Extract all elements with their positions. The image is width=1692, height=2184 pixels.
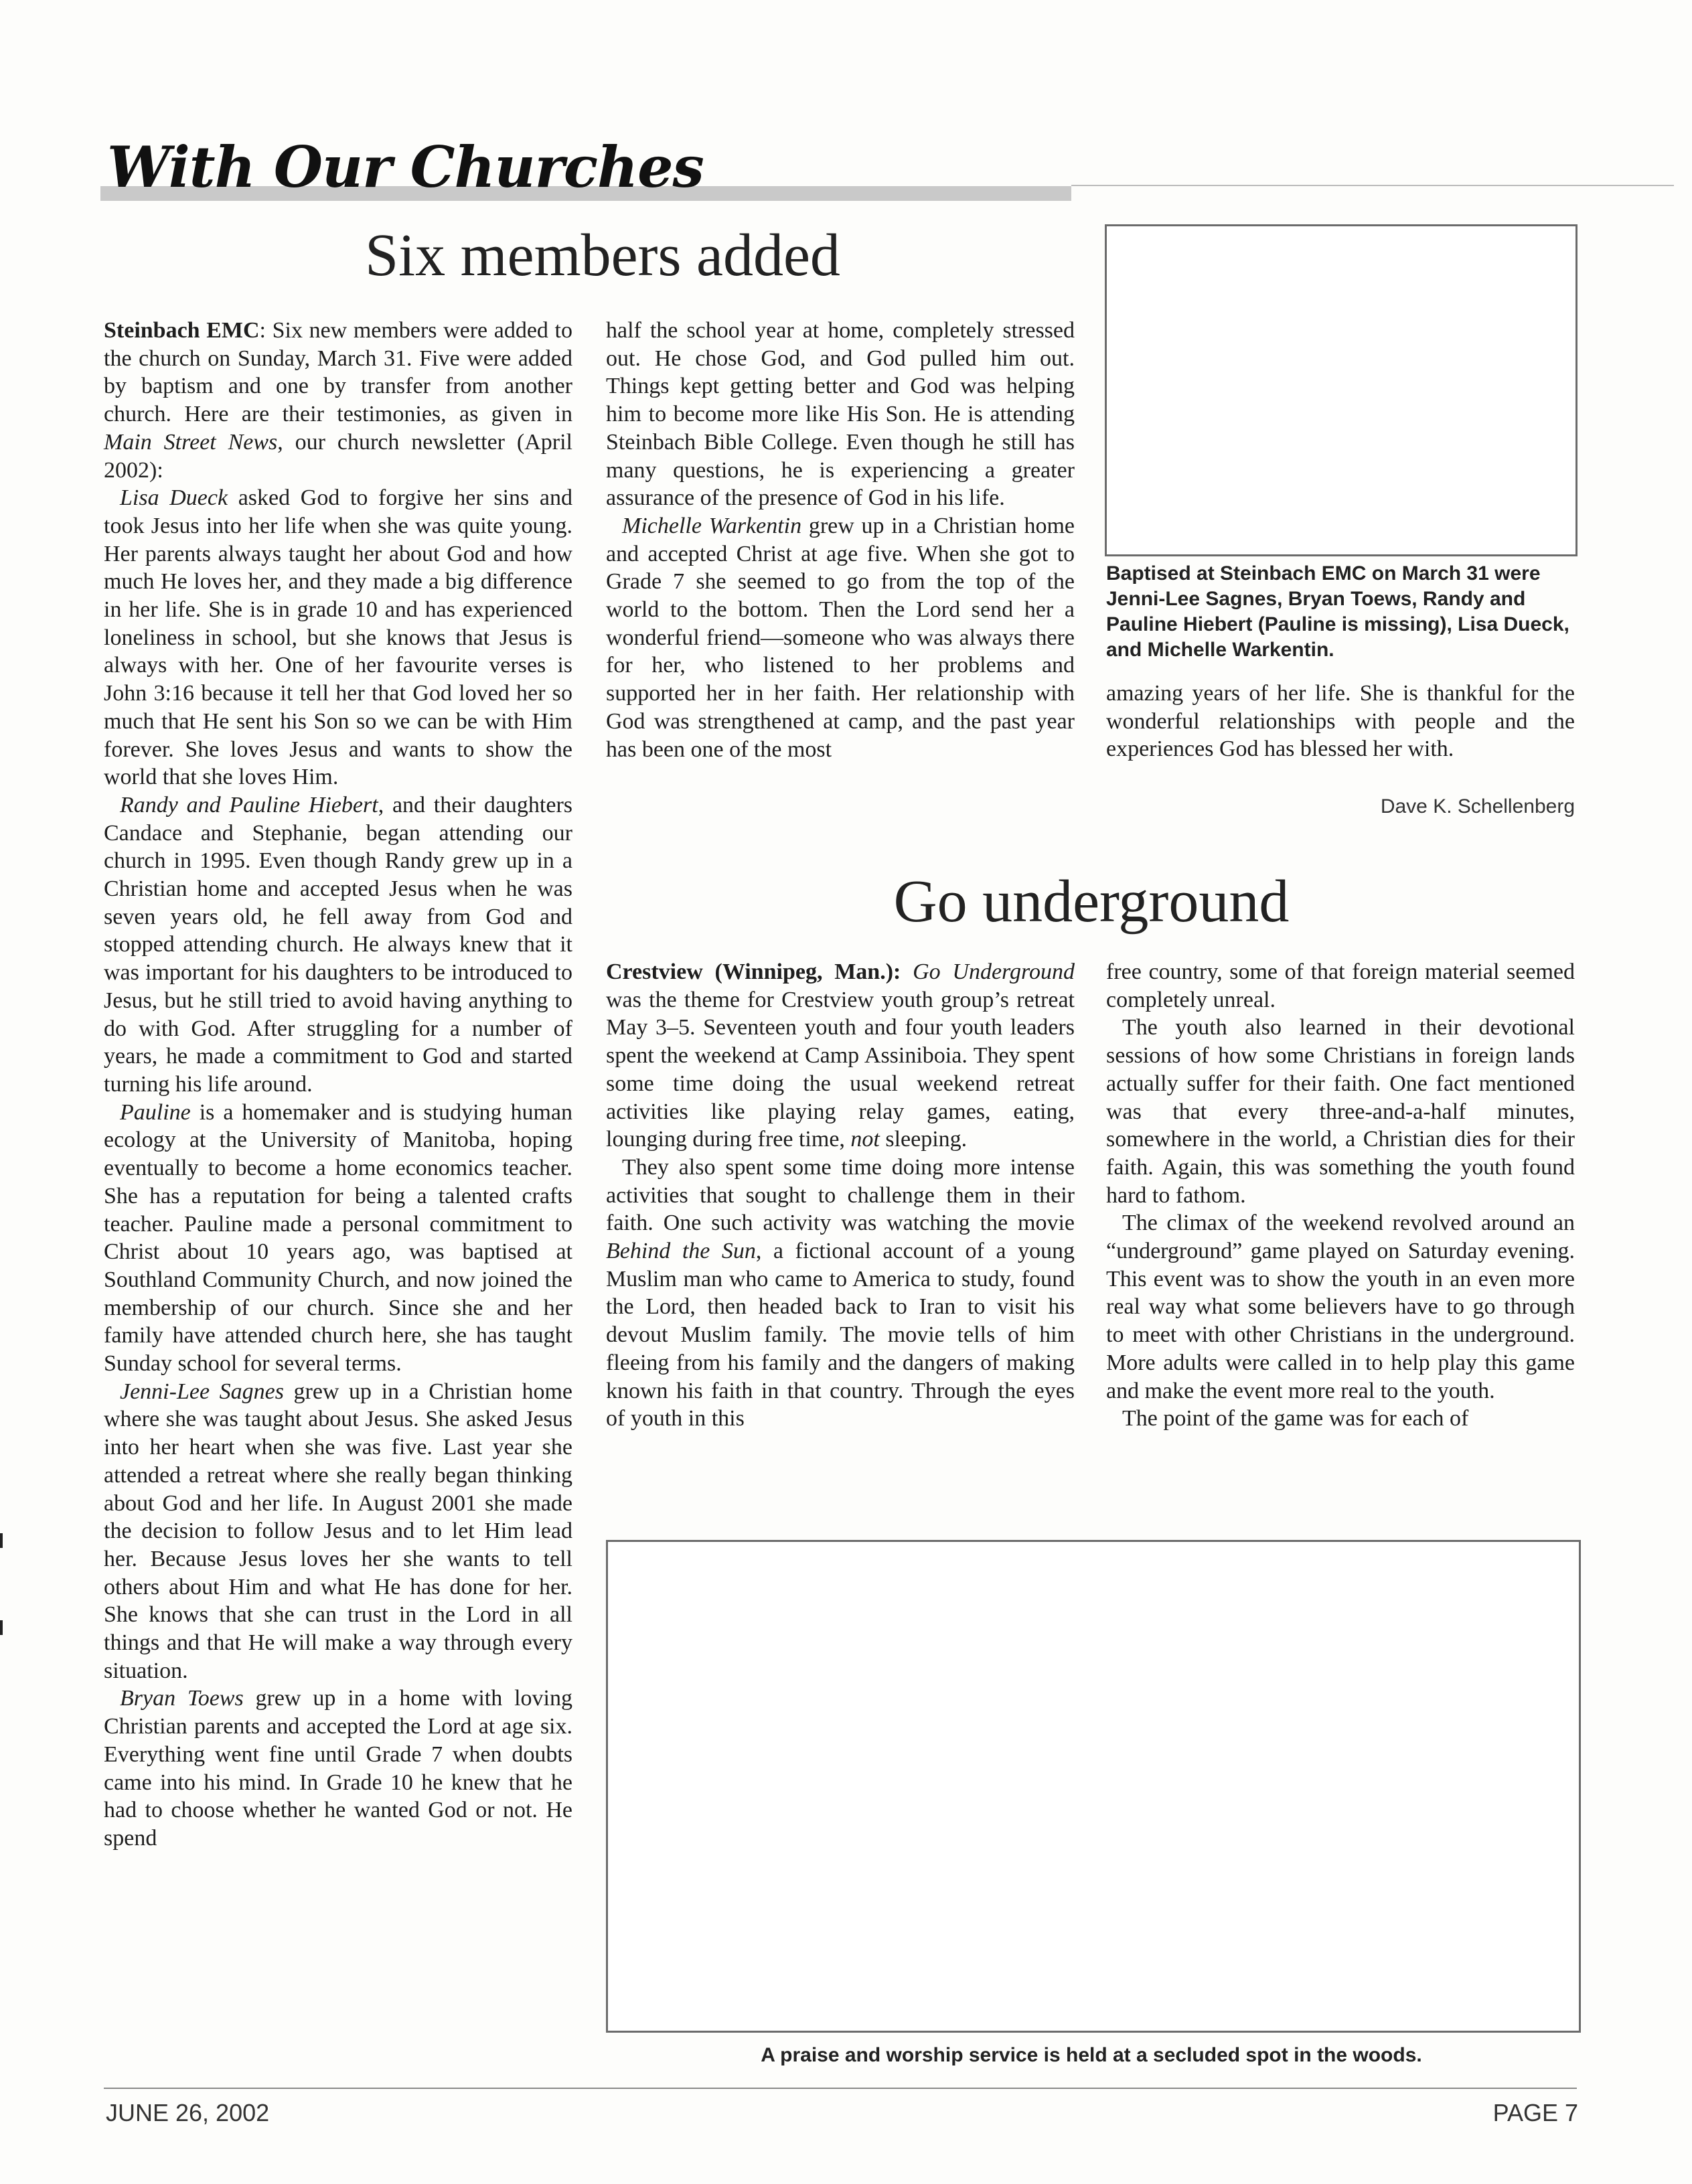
testimony-lisa	[104, 484, 572, 791]
article2-headline: Go underground	[893, 868, 1290, 935]
banner-rule	[1071, 185, 1674, 186]
lead-end: sleeping.	[879, 1127, 968, 1152]
article2-paragraph-3: The youth also learned in their devotional sessions of how some Christians in foreign lands actually suffer for their faith. One fact mentioned was that every three-and-a-half minutes, somewhere in the world, a Christian dies for their faith. Again, this was something the youth found hard to fathom.	[1106, 1015, 1575, 1208]
footer-page-number: PAGE 7	[1492, 2099, 1578, 2126]
testimony-jenni	[104, 1378, 572, 1685]
testimony-text: grew up in a Christian home where she was taught about Jesus. She asked Jesus into her heart when she was five. Last year she attended a retreat where she really began thinking about God and her life. In August 2001 she made the decision to follow Jesus and to let Him lead her. Because Jesus loves her she wants to tell others about Him and what He has done for her. She knows that she can trust in the Lord in all things and that He will make a way through every situation.	[104, 1379, 573, 1683]
member-name: Jenni-Lee Sagnes	[120, 1379, 284, 1404]
testimony-randy	[104, 791, 572, 1099]
scan-edge-mark	[0, 1533, 3, 1548]
article2-column-1	[606, 958, 1075, 1433]
lead-tail: , our church newsletter (April 2002):	[104, 429, 572, 483]
church-name: Crestview (Winnipeg, Man.):	[606, 959, 901, 984]
movie-title: Behind the Sun	[606, 1239, 756, 1264]
article2-column-2	[1106, 958, 1575, 1433]
section-banner	[100, 134, 1573, 208]
article2-paragraph-continued: free country, some of that foreign material seemed completely unreal.	[1106, 959, 1575, 1012]
member-name: Michelle Warkentin	[622, 513, 802, 538]
paragraph-text: They also spent some time doing more intense activities that sought to challenge them in their faith. One such activity was watching the movie	[606, 1154, 1075, 1236]
newsletter-name: Main Street News	[104, 429, 278, 455]
emphasis-not: not	[850, 1127, 880, 1152]
footer-date: JUNE 26, 2002	[106, 2099, 270, 2126]
testimony-bryan	[104, 1685, 572, 1852]
testimony-michelle-continued: amazing years of her life. She is thankful for the wonderful relationships with people and the experiences God has blessed her with.	[1106, 681, 1575, 762]
scan-edge-mark	[0, 1620, 3, 1635]
worship-photo	[606, 1540, 1581, 2033]
baptism-photo	[1105, 224, 1578, 556]
article1-column-1	[104, 317, 572, 1853]
church-name: Steinbach EMC	[104, 318, 260, 343]
lead-text: was the theme for Crestview youth group’s retreat May 3–5. Seventeen youth and four youth leaders spent the weekend at Camp Assiniboia. They spent some time doing the usual weekend retreat activities like playing relay games, eating, lounging during free time,	[606, 987, 1075, 1152]
testimony-pauline	[104, 1099, 572, 1378]
article2-paragraph-4: The climax of the weekend revolved around an “underground” game played on Saturday evening. This event was to show the youth in an even more real way what some believers have to go through to meet with other Christians in the underground. More adults were called in to help play this game and make the event more real to the youth.	[1106, 1211, 1575, 1403]
testimony-text: asked God to forgive her sins and took Jesus into her life when she was quite young. Her parents always taught her about God and how much He loves her, and they made a big difference in her life. She is in grade 10 and has experienced loneliness in school, but she knows that Jesus is always with her. One of her favourite verses is John 3:16 because it tell her that God loved her so much that He sent his Son so we can be with Him forever. She loves Jesus and wants to show the world that she loves Him.	[104, 485, 572, 790]
footer-rule	[104, 2088, 1577, 2089]
article2-paragraph-5: The point of the game was for each of	[1122, 1406, 1469, 1431]
article1-headline: Six members added	[365, 222, 840, 289]
article2-paragraph-2	[606, 1154, 1075, 1433]
testimony-text: grew up in a Christian home and accepted Christ at age five. When she got to Grade 7 she seemed to go from the top of the world to the bottom. Then the Lord send her a wonderful friend—someone who was always there for her, who listened to her problems and supported her in her faith. Her relationship with God was strengthened at camp, and the past year has been one of the most	[606, 513, 1075, 762]
testimony-text: , and their daughters Candace and Stephanie, began attending our church in 1995. Even though Randy grew up in a Christian home and accepted Jesus when he was seven years old, he fell away from God and stopped attending church. He always knew that it was important for his daughters to be introduced to Jesus, but he still tried to avoid having anything to do with God. After struggling for a number of years, he made a commitment to God and started turning his life around.	[104, 792, 572, 1097]
article1-column-2	[606, 317, 1075, 763]
lead-text: : Six new members were added to the church on Sunday, March 31. Five were added by baptism and one by transfer from another church. Here are their testimonies, as given in	[104, 318, 572, 427]
author-byline: Dave K. Schellenberg	[1380, 795, 1575, 817]
article2-lead-paragraph	[606, 958, 1075, 1154]
member-name: Lisa Dueck	[120, 485, 228, 511]
member-name: Randy and Pauline Hiebert	[120, 792, 378, 817]
baptism-photo-caption: Baptised at Steinbach EMC on March 31 were Jenni-Lee Sagnes, Bryan Toews, Randy and Pauline Hiebert (Pauline is missing), Lisa Dueck, and Michelle Warkentin.	[1106, 562, 1569, 661]
testimony-bryan-continued: half the school year at home, completely stressed out. He chose God, and God pulled him out. Things kept getting better and God was helping him to become more like His Son. He is attending Steinbach Bible College. Even though he still has many questions, he is experiencing a greater assurance of the presence of God in his life.	[606, 318, 1075, 511]
testimony-michelle	[606, 512, 1075, 763]
member-name: Pauline	[120, 1099, 191, 1125]
worship-photo-caption: A praise and worship service is held at a secluded spot in the woods.	[761, 2044, 1422, 2066]
article1-column-3	[1106, 680, 1575, 763]
testimony-text: grew up in a home with loving Christian parents and accepted the Lord at age six. Everything went fine until Grade 7 when doubts came into his mind. In Grade 10 he knew that he had to choose whether he wanted God or not. He spend	[104, 1686, 572, 1851]
article1-lead-paragraph	[104, 317, 572, 484]
testimony-text: is a homemaker and is studying human ecology at the University of Manitoba, hoping eventually to become a home economics teacher. She has a reputation for being a talented crafts teacher. Pauline made a personal commitment to Christ about 10 years ago, was baptised at Southland Community Church, and now joined the membership of our church. Since she and her family have attended church here, she has taught Sunday school for several terms.	[104, 1099, 572, 1377]
member-name: Bryan Toews	[120, 1686, 244, 1711]
section-title: With Our Churches	[107, 134, 704, 200]
retreat-theme: Go Underground	[913, 959, 1075, 984]
paragraph-text: , a fictional account of a young Muslim man who came to America to study, found the Lord, then headed back to Iran to visit his devout Muslim family. The movie tells of him fleeing from his family and the dangers of making known his faith in that country. Through the eyes of youth in this	[606, 1239, 1075, 1431]
